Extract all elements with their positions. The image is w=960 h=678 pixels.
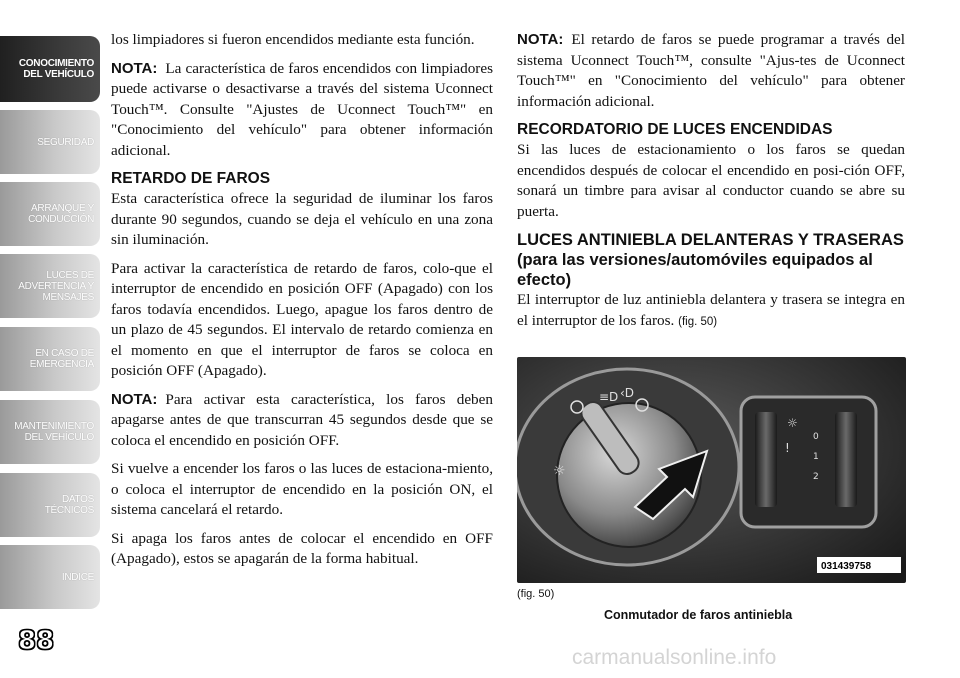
dial-label: 0 xyxy=(813,432,819,442)
note xyxy=(111,390,493,452)
tab-label: CONOCIMIENTO DEL VEHÍCULO xyxy=(18,58,94,80)
page-number: 88 xyxy=(18,626,55,656)
paragraph: Esta característica ofrece la seguridad de iluminar los faros durante 90 segundos, cuando se deja el vehículo en una zona sin iluminación. xyxy=(111,190,493,248)
note-text: La característica de faros encendidos con limpiadores puede activarse o desactivarse a través del sistema Uconnect Touch™. Consulte "Ajustes de Uconnect Touch™" en "Conocimiento del vehículo" para obtener información adicional. xyxy=(111,59,493,159)
section-heading-antiniebla: LUCES ANTINIEBLA DELANTERAS Y TRASERAS (para las versiones/automóviles equipados al efecto) xyxy=(517,231,904,289)
dial-label: 2 xyxy=(813,472,819,482)
paragraph: los limpiadores si fueron encendidos mediante esta función. xyxy=(111,31,475,48)
section-heading-retardo: RETARDO DE FAROS xyxy=(111,170,271,187)
svg-text:≡D: ≡D xyxy=(599,390,619,404)
paragraph: Si las luces de estacionamiento o los faros se quedan encendidos después de colocar el encendido en posi-ción OFF, sonará un timbre para avisar al conductor cuando se abre su puerta. xyxy=(517,141,905,220)
tab-luces-de-advertencia[interactable] xyxy=(0,254,100,318)
svg-text:☼: ☼ xyxy=(787,416,798,430)
paragraph xyxy=(517,290,905,332)
tab-seguridad[interactable] xyxy=(0,110,100,174)
tab-arranque-y-conduccion[interactable] xyxy=(0,182,100,246)
paragraph: Para activar la característica de retardo de faros, colo-que el interruptor de encendido en posición OFF (Apagado) con los faros todavía encendidos. Luego, apague los faros dentro de un plazo de 45 segundos. El intervalo de retardo comienza en el momento en que el interruptor de faros se coloca en posición OFF (Apagado). xyxy=(111,259,493,379)
tab-label: SEGURIDAD xyxy=(37,136,94,148)
tab-label: LUCES DE ADVERTENCIA Y MENSAJES xyxy=(18,269,94,303)
note-label: NOTA: xyxy=(111,390,158,408)
left-column xyxy=(111,30,493,578)
chapter-sidebar xyxy=(0,0,102,678)
note-label: NOTA: xyxy=(111,59,158,77)
svg-text:☼: ☼ xyxy=(553,463,566,479)
section-heading-recordatorio: RECORDATORIO DE LUCES ENCENDIDAS xyxy=(517,121,833,138)
svg-text:‹D: ‹D xyxy=(620,386,635,400)
paragraph-text: El interruptor de luz antiniebla delantera y trasera se integra en el interruptor de los faros. xyxy=(517,291,905,329)
figure-label: (fig. 50) xyxy=(517,588,555,600)
note-text: El retardo de faros se puede programar a través del sistema Uconnect Touch™, consulte "Ajus-tes de Uconnect Touch™" en "Conocimiento del vehículo" para obtener información adicional. xyxy=(517,31,905,110)
tab-datos-tecnicos[interactable] xyxy=(0,473,100,537)
tab-conocimiento-del-vehiculo[interactable] xyxy=(0,36,100,102)
dial-label: 1 xyxy=(813,452,819,462)
note-text: Para activar esta característica, los faros deben apagarse antes de que transcurran 45 segundos desde que se coloca el encendido en posición OFF. xyxy=(111,390,493,449)
headlamp-switch-photo xyxy=(517,357,906,583)
figure-code: 031439758 xyxy=(821,561,872,572)
paragraph: Si vuelve a encender los faros o las luces de estaciona-miento, o coloca el interruptor de encendido en la posición ON, el sistema cancelará el retardo. xyxy=(111,460,493,518)
note xyxy=(517,30,905,112)
tab-label: ARRANQUE Y CONDUCCIÓN xyxy=(28,203,94,225)
tab-indice[interactable] xyxy=(0,545,100,609)
right-column xyxy=(517,30,905,340)
paragraph: Si apaga los faros antes de colocar el encendido en OFF (Apagado), estos se apagarán de la forma habitual. xyxy=(111,529,493,567)
watermark: carmanualsonline.info xyxy=(572,646,777,669)
tab-label: MANTENIMIENTO DEL VEHÍCULO xyxy=(14,421,94,443)
tab-label: DATOS TÉCNICOS xyxy=(44,494,94,516)
note xyxy=(111,59,493,162)
figure-reference: (fig. 50) xyxy=(678,315,718,328)
tab-mantenimiento-del-vehiculo[interactable] xyxy=(0,400,100,464)
tab-label: EN CASO DE EMERGENCIA xyxy=(29,348,94,370)
tab-label: INDICE xyxy=(61,571,94,583)
note-label: NOTA: xyxy=(517,31,564,48)
tab-en-caso-de-emergencia[interactable] xyxy=(0,327,100,391)
svg-text:!: ! xyxy=(785,441,790,455)
headlamp-switch-illustration xyxy=(517,357,906,583)
figure-caption: Conmutador de faros antiniebla xyxy=(604,608,793,622)
